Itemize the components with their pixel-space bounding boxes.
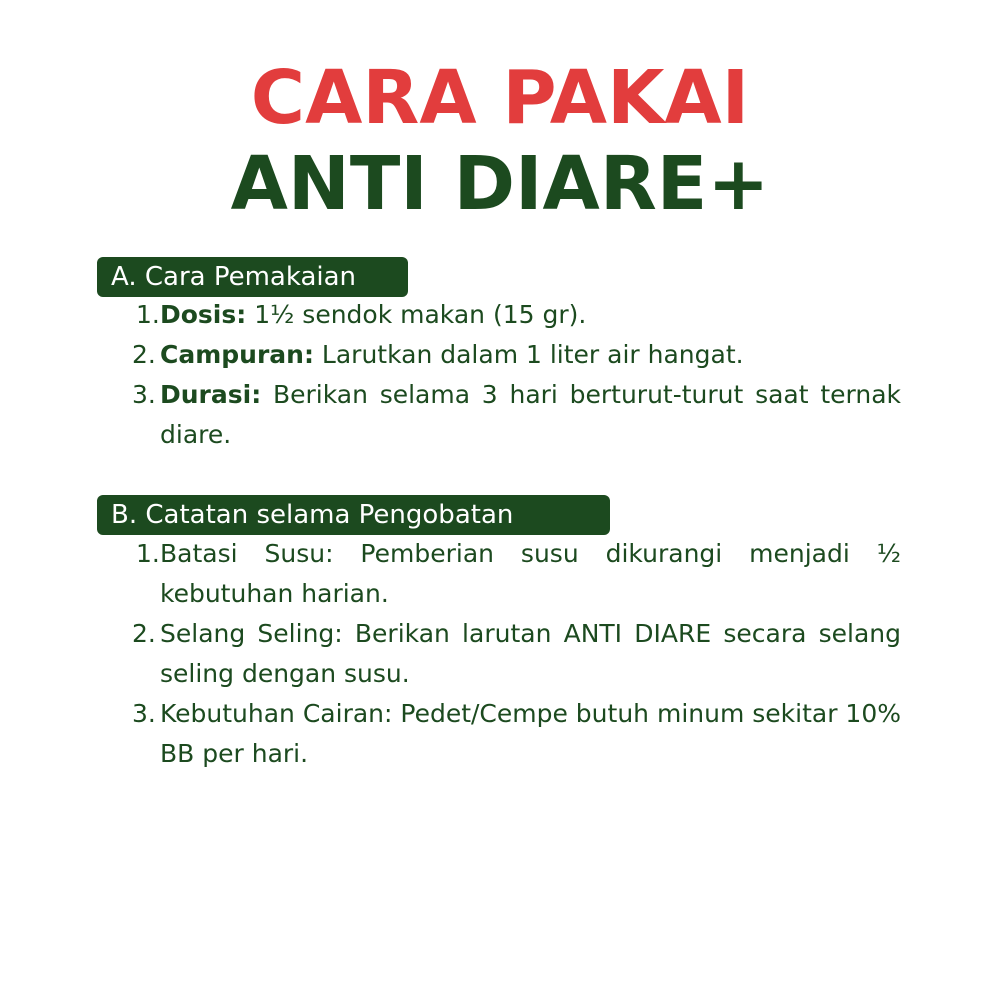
list-item-number: 3. (132, 380, 156, 409)
list-item-number: 1. (136, 539, 160, 568)
title-line-2: ANTI DIARE+ (230, 141, 770, 227)
list-item-text: Larutkan dalam 1 liter air hangat. (313, 340, 744, 369)
section-b-list (132, 534, 901, 774)
list-item (132, 375, 901, 455)
list-item-text: Batasi Susu: Pemberian susu dikurangi menjadi ½ kebutuhan harian. (160, 539, 901, 608)
list-item (132, 335, 901, 375)
section-b-heading: B. Catatan selama Pengobatan (97, 495, 610, 535)
list-item-term: Durasi: (160, 380, 262, 409)
list-item-text: 1½ sendok makan (15 gr). (246, 300, 587, 329)
list-item (132, 534, 901, 614)
list-item-number: 3. (132, 699, 156, 728)
list-item-term: Campuran: (160, 340, 314, 369)
section-a-list (132, 295, 901, 455)
list-item-text: Selang Seling: Berikan larutan ANTI DIARE secara selang seling dengan susu. (160, 619, 901, 688)
list-item-number: 2. (132, 340, 156, 369)
list-item-number: 1. (136, 300, 160, 329)
list-item (132, 295, 901, 335)
list-item-text: Berikan selama 3 hari berturut-turut saat ternak diare. (160, 380, 901, 449)
section-a-heading: A. Cara Pemakaian (97, 257, 408, 297)
title-line-1: CARA PAKAI (250, 55, 750, 141)
list-item-text: Kebutuhan Cairan: Pedet/Cempe butuh minum sekitar 10% BB per hari. (160, 699, 901, 768)
list-item (132, 694, 901, 774)
list-item-term: Dosis: (160, 300, 247, 329)
list-item-number: 2. (132, 619, 156, 648)
list-item (132, 614, 901, 694)
